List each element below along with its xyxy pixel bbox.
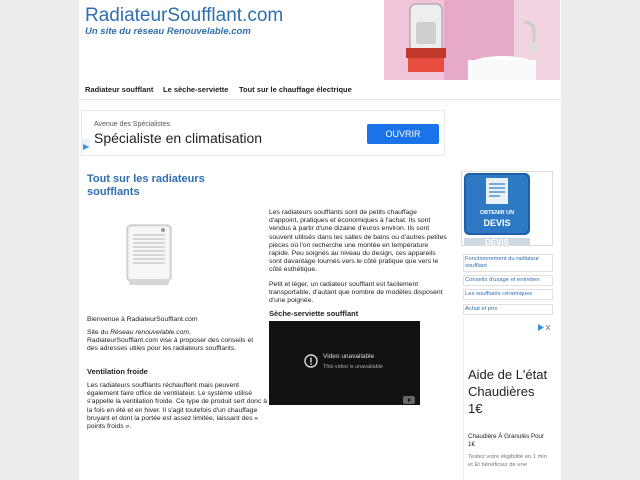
page-container xyxy=(79,0,561,480)
ad-choices-icon[interactable] xyxy=(82,139,90,149)
page-title: Tout sur les radiateurs soufflants xyxy=(87,173,205,198)
section-title-seche-serviette: Sèche-serviette soufflant xyxy=(269,309,359,318)
intro-paragraph xyxy=(87,329,263,354)
video-player[interactable] xyxy=(269,321,420,405)
warning-icon xyxy=(304,354,318,373)
ad-banner[interactable] xyxy=(81,110,445,156)
video-title: Video unavailable xyxy=(323,353,375,360)
main-nav xyxy=(79,80,561,100)
header-photo xyxy=(384,0,560,80)
ad-subtitle: Avenue des Spécialistes xyxy=(94,121,171,128)
sidebar-ad-body: Testez votre éligibilité en 1 min et Et bénéficiez de une xyxy=(468,454,547,468)
intro-suffix: , RadiateurSoufflant.com vise à proposer des conseils et des adresses utiles pour les radiateurs soufflants. xyxy=(87,329,254,353)
devis-banner[interactable] xyxy=(461,171,553,246)
sidebar-ad-subheadline[interactable]: Chaudière À Granulés Pour 1€ xyxy=(468,433,545,448)
sidebar-link-conseils[interactable]: Conseils d'usage et entretien xyxy=(463,275,553,286)
ad-choices-icon[interactable] xyxy=(536,319,552,337)
devis-line1: OBTENIR UN xyxy=(479,210,515,216)
network-name: Réseau renouvelable.com xyxy=(110,329,190,336)
sidebar-link-fonctionnement[interactable]: Fonctionnement du radiateur soufflant xyxy=(463,254,553,272)
ventilation-paragraph: Les radiateurs soufflants réchauffent mais peuvent également faire office de ventilateur. Le système utilisé s'appelle la ventilation froide. Ce type de produit sert donc à la fois en été et en hiver. Il s'agit toutefois d'un chauffage bruyant et dont la portée est assez limitée, laissant des « points froids ». xyxy=(87,382,268,431)
intro-prefix: Site du xyxy=(87,329,111,336)
section-title-ventilation: Ventilation froide xyxy=(87,367,148,376)
site-tagline: Un site du réseau Renouvelable.com xyxy=(85,26,251,37)
sidebar-ad[interactable] xyxy=(463,318,553,480)
youtube-logo-icon[interactable] xyxy=(403,391,415,409)
sidebar-link-achat-prix[interactable]: Achat et prix xyxy=(463,304,553,315)
ad-open-button[interactable]: OUVRIR xyxy=(367,124,439,144)
nav-item-chauffage-electrique[interactable]: Tout sur le chauffage électrique xyxy=(239,85,352,94)
ad-headline[interactable]: Spécialiste en climatisation xyxy=(94,130,263,146)
devis-line3: DEVIS xyxy=(484,238,509,246)
fan-heater-image xyxy=(119,221,179,291)
devis-line2: DEVIS xyxy=(483,218,511,228)
nav-item-seche-serviette[interactable]: Le sèche-serviette xyxy=(163,85,229,94)
nav-item-radiateur-soufflant[interactable]: Radiateur soufflant xyxy=(85,85,154,94)
video-subtitle: This video is unavailable xyxy=(323,364,383,370)
welcome-text: Bienvenue à RadiateurSoufflant.com xyxy=(87,316,198,323)
site-title[interactable]: RadiateurSoufflant.com xyxy=(85,5,284,26)
right-paragraph-2: Petit et léger, un radiateur soufflant est facilement transportable, d'autant que nombre de modèles disposent d'une poignée. xyxy=(269,281,443,305)
sidebar-link-ceramiques[interactable]: Les soufflants céramiques xyxy=(463,289,553,300)
right-paragraph-1: Les radiateurs soufflants sont de petits chauffage d'appoint, pratiques et économiques à l'achat. Ils sont vendus à partir d'une dizaine d'euros environ. Ils sont souvent utilisés dans les salles de bains ou d'autres petites pièces où l'on recherche une montée en température rapide. Peu soignés au niveau du design, ces appareils sont davantage tournés vers le côté pratique que vers le côté esthétique. xyxy=(269,209,447,274)
sidebar-ad-headline[interactable]: Aide de L'état Chaudières 1€ xyxy=(468,367,548,416)
